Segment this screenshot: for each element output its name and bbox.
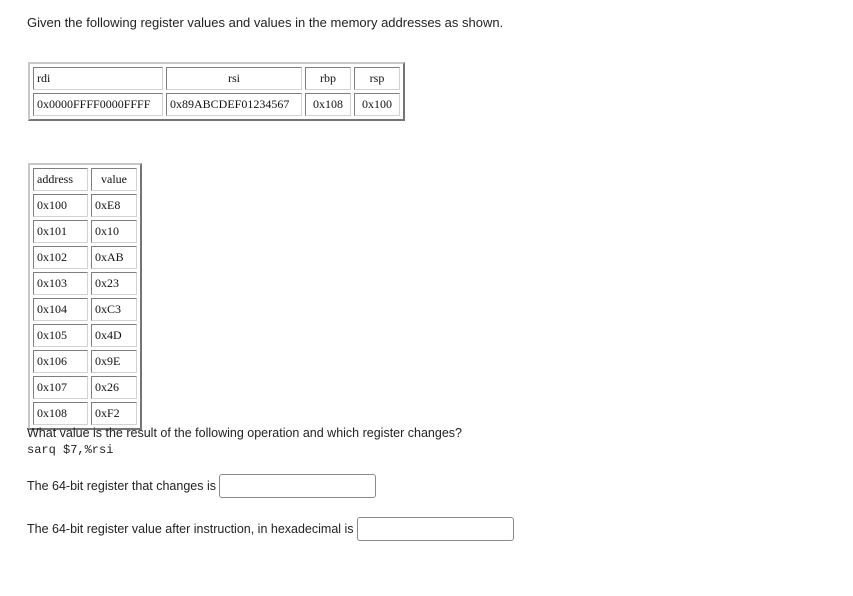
memory-header-address: address bbox=[33, 168, 88, 191]
register-header-row bbox=[33, 67, 400, 90]
question-text: What value is the result of the following operation and which register changes? bbox=[27, 426, 462, 440]
table-row bbox=[33, 402, 137, 425]
memory-address: 0x108 bbox=[33, 402, 88, 425]
memory-value: 0x4D bbox=[91, 324, 137, 347]
answer-register-label: The 64-bit register that changes is bbox=[27, 479, 216, 493]
table-row bbox=[33, 376, 137, 399]
table-row bbox=[33, 272, 137, 295]
table-row bbox=[33, 194, 137, 217]
memory-value: 0xC3 bbox=[91, 298, 137, 321]
memory-value: 0x26 bbox=[91, 376, 137, 399]
register-answer-input[interactable] bbox=[219, 474, 376, 498]
memory-value: 0xF2 bbox=[91, 402, 137, 425]
memory-value: 0xAB bbox=[91, 246, 137, 269]
memory-header-value: value bbox=[91, 168, 137, 191]
memory-value: 0x23 bbox=[91, 272, 137, 295]
register-header-rdi: rdi bbox=[33, 67, 163, 90]
register-header-rbp: rbp bbox=[305, 67, 351, 90]
answer-value-label: The 64-bit register value after instruction, in hexadecimal is bbox=[27, 522, 354, 536]
memory-table bbox=[28, 163, 142, 430]
memory-address: 0x100 bbox=[33, 194, 88, 217]
memory-value: 0x9E bbox=[91, 350, 137, 373]
register-table bbox=[28, 62, 405, 121]
answer-register-row bbox=[27, 474, 376, 498]
register-header-rsp: rsp bbox=[354, 67, 400, 90]
register-value-rdi: 0x0000FFFF0000FFFF bbox=[33, 93, 163, 116]
table-row bbox=[33, 324, 137, 347]
memory-address: 0x103 bbox=[33, 272, 88, 295]
register-value-rbp: 0x108 bbox=[305, 93, 351, 116]
register-value-rsi: 0x89ABCDEF01234567 bbox=[166, 93, 302, 116]
memory-address: 0x101 bbox=[33, 220, 88, 243]
register-header-rsi: rsi bbox=[166, 67, 302, 90]
memory-address: 0x102 bbox=[33, 246, 88, 269]
register-value-row bbox=[33, 93, 400, 116]
memory-header-row bbox=[33, 168, 137, 191]
table-row bbox=[33, 220, 137, 243]
table-row bbox=[33, 298, 137, 321]
hex-value-answer-input[interactable] bbox=[357, 517, 514, 541]
table-row bbox=[33, 246, 137, 269]
answer-value-row bbox=[27, 517, 514, 541]
register-value-rsp: 0x100 bbox=[354, 93, 400, 116]
memory-address: 0x107 bbox=[33, 376, 88, 399]
table-row bbox=[33, 350, 137, 373]
memory-value: 0xE8 bbox=[91, 194, 137, 217]
memory-address: 0x105 bbox=[33, 324, 88, 347]
memory-address: 0x106 bbox=[33, 350, 88, 373]
memory-value: 0x10 bbox=[91, 220, 137, 243]
memory-address: 0x104 bbox=[33, 298, 88, 321]
instruction-code: sarq $7,%rsi bbox=[27, 443, 114, 457]
intro-text: Given the following register values and values in the memory addresses as shown. bbox=[27, 15, 504, 30]
